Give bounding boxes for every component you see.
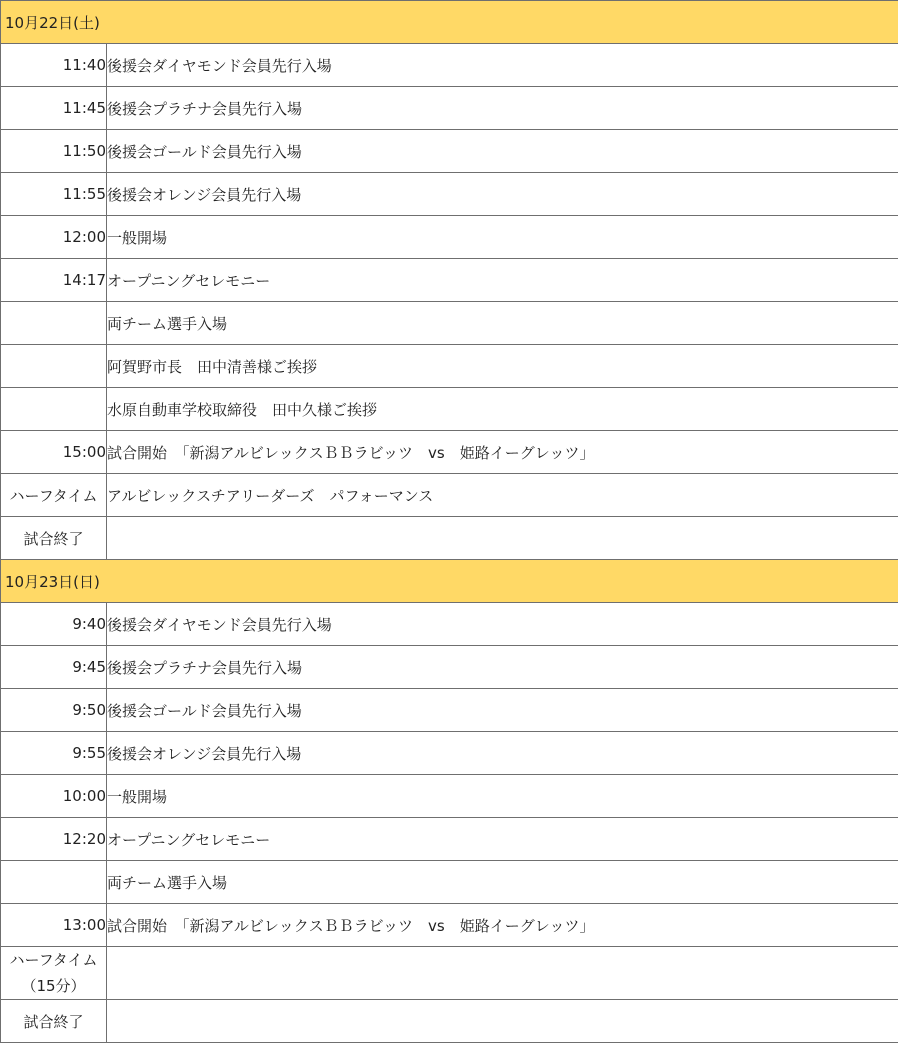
event-cell bbox=[107, 517, 898, 560]
schedule-row bbox=[1, 474, 898, 517]
schedule-row bbox=[1, 861, 898, 904]
schedule-row bbox=[1, 517, 898, 560]
schedule-row bbox=[1, 1000, 898, 1043]
event-cell: 後援会ゴールド会員先行入場 bbox=[107, 689, 898, 732]
event-cell: 後援会ゴールド会員先行入場 bbox=[107, 130, 898, 173]
day-header-row bbox=[1, 1, 898, 44]
time-cell: 12:00 bbox=[1, 216, 107, 259]
event-cell: 後援会ダイヤモンド会員先行入場 bbox=[107, 603, 898, 646]
time-cell: 12:20 bbox=[1, 818, 107, 861]
time-cell: 15:00 bbox=[1, 431, 107, 474]
schedule-row bbox=[1, 646, 898, 689]
schedule-row bbox=[1, 431, 898, 474]
time-cell: 9:45 bbox=[1, 646, 107, 689]
event-cell: 両チーム選手入場 bbox=[107, 302, 898, 345]
time-cell: 13:00 bbox=[1, 904, 107, 947]
schedule-row bbox=[1, 44, 898, 87]
schedule-row bbox=[1, 216, 898, 259]
time-cell: 9:40 bbox=[1, 603, 107, 646]
time-cell: ハーフタイム（15分） bbox=[1, 947, 107, 1000]
event-cell: オープニングセレモニー bbox=[107, 259, 898, 302]
event-cell: 試合開始 「新潟アルビレックスＢＢラビッツ vs 姫路イーグレッツ」 bbox=[107, 904, 898, 947]
event-cell: アルビレックスチアリーダーズ パフォーマンス bbox=[107, 474, 898, 517]
time-cell: 試合終了 bbox=[1, 517, 107, 560]
time-cell: 9:50 bbox=[1, 689, 107, 732]
schedule-row bbox=[1, 689, 898, 732]
event-cell: 一般開場 bbox=[107, 216, 898, 259]
schedule-row bbox=[1, 388, 898, 431]
event-cell bbox=[107, 1000, 898, 1043]
event-cell: 後援会プラチナ会員先行入場 bbox=[107, 87, 898, 130]
event-cell: 試合開始 「新潟アルビレックスＢＢラビッツ vs 姫路イーグレッツ」 bbox=[107, 431, 898, 474]
event-cell: 後援会プラチナ会員先行入場 bbox=[107, 646, 898, 689]
schedule-row bbox=[1, 904, 898, 947]
event-cell: 後援会ダイヤモンド会員先行入場 bbox=[107, 44, 898, 87]
schedule-row bbox=[1, 818, 898, 861]
schedule-row bbox=[1, 259, 898, 302]
time-cell: 試合終了 bbox=[1, 1000, 107, 1043]
event-cell bbox=[107, 947, 898, 1000]
schedule-row bbox=[1, 947, 898, 1000]
schedule-row bbox=[1, 173, 898, 216]
day-header: 10月23日(日) bbox=[1, 560, 898, 603]
day-header: 10月22日(土) bbox=[1, 1, 898, 44]
schedule-row bbox=[1, 302, 898, 345]
schedule-row bbox=[1, 603, 898, 646]
schedule-row bbox=[1, 345, 898, 388]
schedule-row bbox=[1, 732, 898, 775]
schedule-row bbox=[1, 130, 898, 173]
schedule-row bbox=[1, 775, 898, 818]
event-cell: 後援会オレンジ会員先行入場 bbox=[107, 173, 898, 216]
time-cell: 9:55 bbox=[1, 732, 107, 775]
schedule-row bbox=[1, 87, 898, 130]
event-cell: 水原自動車学校取締役 田中久様ご挨拶 bbox=[107, 388, 898, 431]
time-cell bbox=[1, 861, 107, 904]
event-cell: オープニングセレモニー bbox=[107, 818, 898, 861]
time-cell: 14:17 bbox=[1, 259, 107, 302]
time-cell: 11:40 bbox=[1, 44, 107, 87]
time-cell bbox=[1, 345, 107, 388]
event-cell: 両チーム選手入場 bbox=[107, 861, 898, 904]
day-header-row bbox=[1, 560, 898, 603]
time-cell: 11:45 bbox=[1, 87, 107, 130]
time-cell: 11:55 bbox=[1, 173, 107, 216]
time-cell: 11:50 bbox=[1, 130, 107, 173]
event-cell: 阿賀野市長 田中清善様ご挨拶 bbox=[107, 345, 898, 388]
event-cell: 後援会オレンジ会員先行入場 bbox=[107, 732, 898, 775]
time-cell: 10:00 bbox=[1, 775, 107, 818]
time-cell bbox=[1, 388, 107, 431]
event-cell: 一般開場 bbox=[107, 775, 898, 818]
time-cell bbox=[1, 302, 107, 345]
time-cell: ハーフタイム bbox=[1, 474, 107, 517]
